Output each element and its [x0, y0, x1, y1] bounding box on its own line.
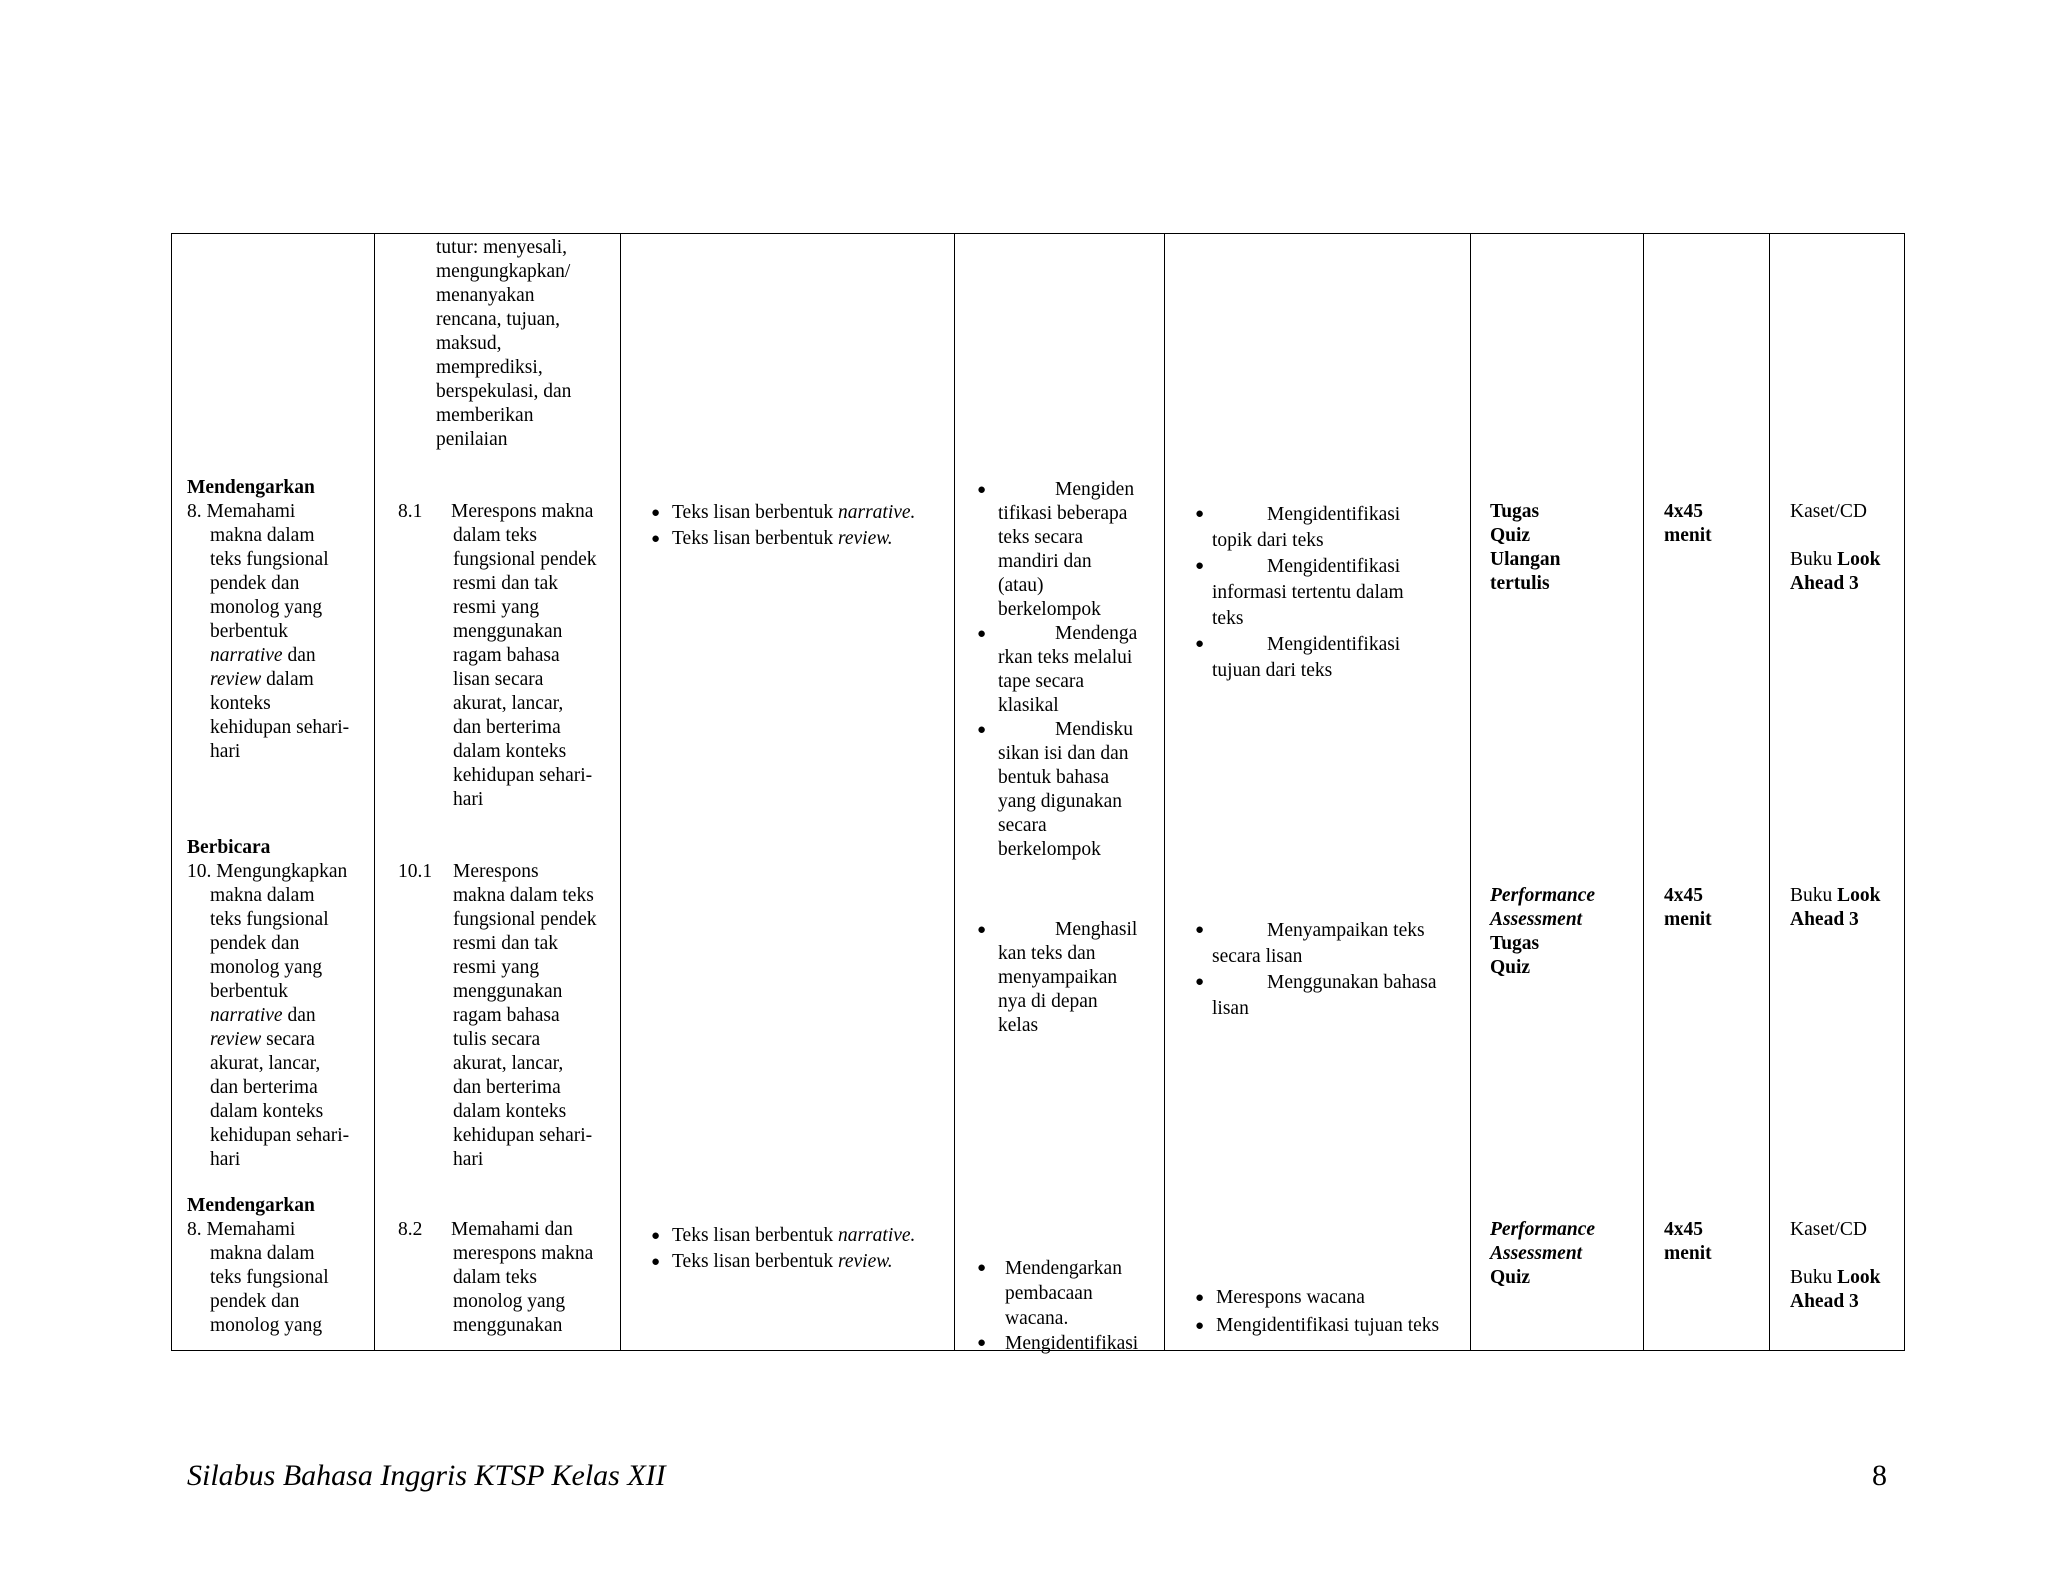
- column-divider: [954, 233, 955, 1351]
- list-item: ● Mendisku sikan isi dan dan bentuk bahasa yang digunakan secara berkelompok: [977, 719, 1133, 860]
- penilaian: Performance Assessment Quiz: [1490, 1219, 1596, 1288]
- kompetensi-dasar-text: Merespons makna dalam teks fungsional pendek resmi dan tak resmi yang menggunakan ragam bahasa tulis secara akurat, lancar, dan berterima dalam konteks kehidupan sehari- hari: [453, 861, 597, 1170]
- footer-title: Silabus Bahasa Inggris KTSP Kelas XII: [187, 1459, 666, 1492]
- kegiatan-pembelajaran-list: [977, 478, 1137, 862]
- list-item: ● Menggunakan bahasa lisan: [1195, 972, 1437, 1019]
- list-item: ● Mengidentifikasi tujuan teks: [1195, 1315, 1440, 1336]
- alokasi-waktu: 4x45 menit: [1664, 501, 1712, 546]
- kegiatan-pembelajaran-list: [977, 1256, 1138, 1356]
- materi-pembelajaran-list: [651, 501, 915, 551]
- column-divider: [1470, 233, 1471, 1351]
- kegiatan-pembelajaran-list: [977, 918, 1137, 1038]
- kompetensi-dasar-text: Memahami dan merespons makna dalam teks monolog yang menggunakan: [451, 1219, 594, 1336]
- column-divider: [1164, 233, 1165, 1351]
- indikator-list: [1195, 502, 1404, 684]
- list-item: ● Teks lisan berbentuk review.: [651, 1251, 893, 1272]
- skill-heading: Mendengarkan: [187, 477, 315, 498]
- standar-kompetensi-berbicara: Berbicara 10. Mengungkapkan makna dalam teks fungsional pendek dan monolog yang berbentuk narrative dan review secara akurat, lancar, dan berterima dalam konteks kehidupan sehari- hari: [187, 837, 350, 1170]
- skill-heading: Mendengarkan: [187, 1195, 315, 1216]
- kd-number: 8.1: [398, 501, 423, 522]
- list-item: ● Mengidentifikasi topik dari teks: [1195, 504, 1401, 551]
- list-item: ● Mendenga rkan teks melalui tape secara klasikal: [977, 623, 1138, 716]
- list-item: ● Teks lisan berbentuk review.: [651, 528, 893, 549]
- column-divider: [1643, 233, 1644, 1351]
- indikator-list: [1195, 918, 1436, 1022]
- list-item: ● Menyampaikan teks secara lisan: [1195, 920, 1425, 967]
- list-item: ● Teks lisan berbentuk narrative.: [651, 1225, 916, 1246]
- list-item: ● Mengidentifikasi: [977, 1333, 1139, 1354]
- kd-number: 8.2: [398, 1219, 423, 1240]
- alokasi-waktu: 4x45 menit: [1664, 1219, 1712, 1264]
- standar-kompetensi-mendengarkan: Mendengarkan 8. Memahami makna dalam teks fungsional pendek dan monolog yang berbentuk narrative dan review dalam konteks kehidupan sehari- hari: [187, 477, 350, 762]
- column-divider: [1769, 233, 1770, 1351]
- indikator-list: [1195, 1284, 1439, 1340]
- penilaian: Performance Assessment Tugas Quiz: [1490, 885, 1596, 978]
- column-divider: [620, 233, 621, 1351]
- kd-number: 10.1: [398, 861, 433, 882]
- sumber-belajar: Kaset/CD Buku Look Ahead 3: [1790, 1219, 1881, 1312]
- skill-heading: Berbicara: [187, 837, 271, 858]
- materi-pembelajaran-list: [651, 1224, 915, 1274]
- list-item: ● Teks lisan berbentuk narrative.: [651, 502, 916, 523]
- standar-kompetensi-mendengarkan: Mendengarkan 8. Memahami makna dalam teks fungsional pendek dan monolog yang: [187, 1195, 329, 1336]
- list-item: ● Menghasil kan teks dan menyampaikan nya di depan kelas: [977, 919, 1138, 1036]
- column-divider: [374, 233, 375, 1351]
- penilaian: Tugas Quiz Ulangan tertulis: [1490, 501, 1561, 594]
- list-item: ● Mendengarkan pembacaan wacana.: [977, 1258, 1122, 1329]
- kompetensi-dasar-continuation: tutur: menyesali, mengungkapkan/ menanyakan rencana, tujuan, maksud, memprediksi, berspekulasi, dan memberikan penilaian: [436, 237, 572, 450]
- list-item: ● Mengidentifikasi informasi tertentu dalam teks: [1195, 556, 1404, 629]
- list-item: ● Mengidentifikasi tujuan dari teks: [1195, 634, 1401, 681]
- sumber-belajar: Buku Look Ahead 3: [1790, 885, 1881, 930]
- sumber-belajar: Kaset/CD Buku Look Ahead 3: [1790, 501, 1881, 594]
- list-item: ● Mengiden tifikasi beberapa teks secara mandiri dan (atau) berkelompok: [977, 479, 1135, 620]
- page-number: 8: [1872, 1459, 1887, 1492]
- alokasi-waktu: 4x45 menit: [1664, 885, 1712, 930]
- kompetensi-dasar-text: Merespons makna dalam teks fungsional pendek resmi dan tak resmi yang menggunakan ragam bahasa lisan secara akurat, lancar, dan berterima dalam konteks kehidupan sehari- hari: [451, 501, 597, 810]
- list-item: ● Merespons wacana: [1195, 1287, 1365, 1308]
